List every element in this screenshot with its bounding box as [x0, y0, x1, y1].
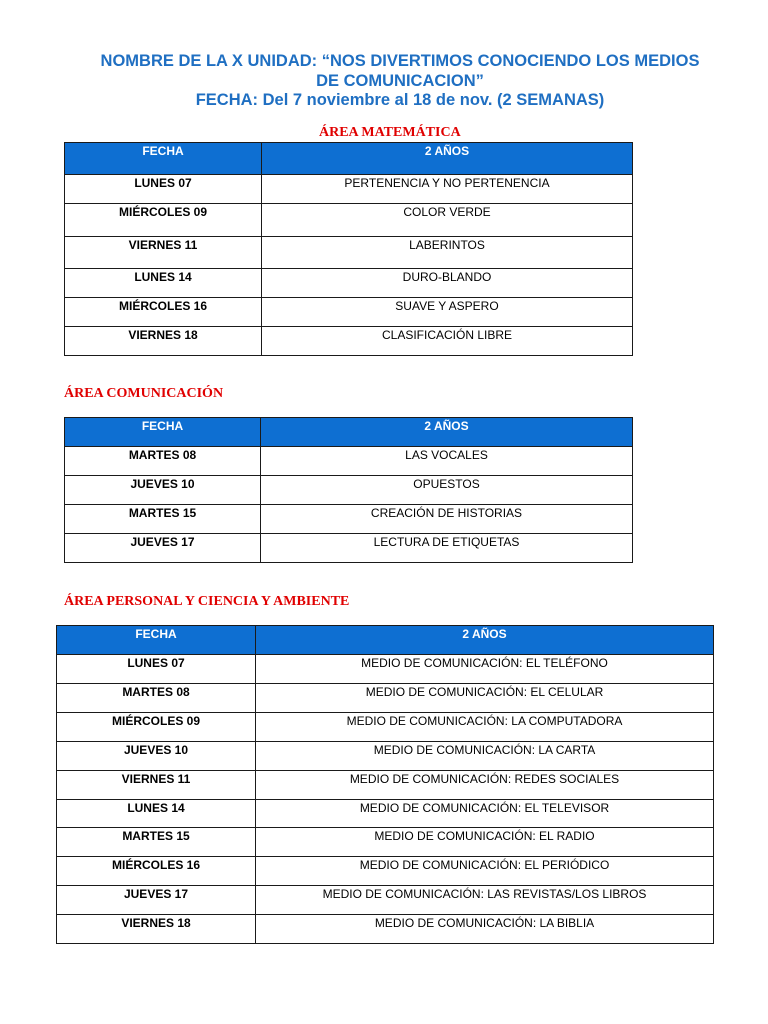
row-activity: MEDIO DE COMUNICACIÓN: EL TELEVISOR — [256, 800, 714, 828]
row-activity: MEDIO DE COMUNICACIÓN: LA COMPUTADORA — [256, 713, 714, 742]
area-title-personal-ciencia-ambiente: ÁREA PERSONAL Y CIENCIA Y AMBIENTE — [64, 594, 350, 609]
row-activity: LECTURA DE ETIQUETAS — [261, 534, 633, 563]
table-header-row — [65, 418, 633, 447]
column-header-age: 2 AÑOS — [262, 143, 633, 175]
table-row — [57, 828, 714, 857]
table-row — [65, 298, 633, 327]
table-row — [65, 204, 633, 237]
column-header-age: 2 AÑOS — [256, 626, 714, 655]
row-date: JUEVES 10 — [57, 742, 256, 771]
row-activity: MEDIO DE COMUNICACIÓN: LA CARTA — [256, 742, 714, 771]
table-row — [65, 237, 633, 269]
table-row — [57, 771, 714, 800]
schedule-table-personal-ciencia — [56, 625, 714, 944]
area-title-matematica: ÁREA MATEMÁTICA — [319, 125, 461, 140]
table-row — [65, 476, 633, 505]
row-date: MIÉRCOLES 09 — [65, 204, 262, 237]
row-date: JUEVES 17 — [65, 534, 261, 563]
row-date: VIERNES 18 — [65, 327, 262, 356]
row-date: MARTES 08 — [57, 684, 256, 713]
table-row — [65, 269, 633, 298]
table-row — [57, 713, 714, 742]
table-row — [57, 915, 714, 944]
column-header-fecha: FECHA — [65, 143, 262, 175]
table-row — [57, 742, 714, 771]
table-header-row — [57, 626, 714, 655]
column-header-age: 2 AÑOS — [261, 418, 633, 447]
row-activity: PERTENENCIA Y NO PERTENENCIA — [262, 175, 633, 204]
schedule-table-comunicacion — [64, 417, 633, 563]
table-row — [57, 886, 714, 915]
row-activity: MEDIO DE COMUNICACIÓN: REDES SOCIALES — [256, 771, 714, 800]
row-activity: CLASIFICACIÓN LIBRE — [262, 327, 633, 356]
row-activity: OPUESTOS — [261, 476, 633, 505]
row-activity: MEDIO DE COMUNICACIÓN: EL TELÉFONO — [256, 655, 714, 684]
table-header-row — [65, 143, 633, 175]
table-row — [57, 800, 714, 828]
row-date: VIERNES 11 — [57, 771, 256, 800]
table-row — [65, 534, 633, 563]
row-date: MARTES 15 — [65, 505, 261, 534]
table-row — [65, 505, 633, 534]
unit-title-line-2: DE COMUNICACION” — [316, 71, 484, 90]
row-activity: SUAVE Y ASPERO — [262, 298, 633, 327]
row-date: MARTES 15 — [57, 828, 256, 857]
row-activity: LAS VOCALES — [261, 447, 633, 476]
table-row — [65, 175, 633, 204]
row-activity: MEDIO DE COMUNICACIÓN: LAS REVISTAS/LOS LIBROS — [256, 886, 714, 915]
row-date: MARTES 08 — [65, 447, 261, 476]
row-activity: LABERINTOS — [262, 237, 633, 269]
table-row — [57, 655, 714, 684]
unit-title-line-1: NOMBRE DE LA X UNIDAD: “NOS DIVERTIMOS CONOCIENDO LOS MEDIOS — [100, 52, 700, 70]
row-date: LUNES 07 — [57, 655, 256, 684]
row-date: LUNES 14 — [57, 800, 256, 828]
row-date: JUEVES 10 — [65, 476, 261, 505]
unit-heading — [40, 52, 760, 111]
schedule-table-matematica — [64, 142, 633, 356]
row-date: VIERNES 11 — [65, 237, 262, 269]
column-header-fecha: FECHA — [57, 626, 256, 655]
row-date: MIÉRCOLES 09 — [57, 713, 256, 742]
row-date: MIÉRCOLES 16 — [65, 298, 262, 327]
row-date: LUNES 07 — [65, 175, 262, 204]
row-activity: MEDIO DE COMUNICACIÓN: LA BIBLIA — [256, 915, 714, 944]
row-date: MIÉRCOLES 16 — [57, 857, 256, 886]
row-activity: MEDIO DE COMUNICACIÓN: EL RADIO — [256, 828, 714, 857]
area-title-comunicacion: ÁREA COMUNICACIÓN — [64, 386, 224, 401]
table-row — [57, 684, 714, 713]
row-date: LUNES 14 — [65, 269, 262, 298]
table-row — [57, 857, 714, 886]
table-row — [65, 447, 633, 476]
row-activity: DURO-BLANDO — [262, 269, 633, 298]
table-row — [65, 327, 633, 356]
row-activity: COLOR VERDE — [262, 204, 633, 237]
row-activity: CREACIÓN DE HISTORIAS — [261, 505, 633, 534]
row-activity: MEDIO DE COMUNICACIÓN: EL CELULAR — [256, 684, 714, 713]
row-date: VIERNES 18 — [57, 915, 256, 944]
unit-date-range: FECHA: Del 7 noviembre al 18 de nov. (2 SEMANAS) — [195, 91, 605, 109]
column-header-fecha: FECHA — [65, 418, 261, 447]
row-date: JUEVES 17 — [57, 886, 256, 915]
row-activity: MEDIO DE COMUNICACIÓN: EL PERIÓDICO — [256, 857, 714, 886]
